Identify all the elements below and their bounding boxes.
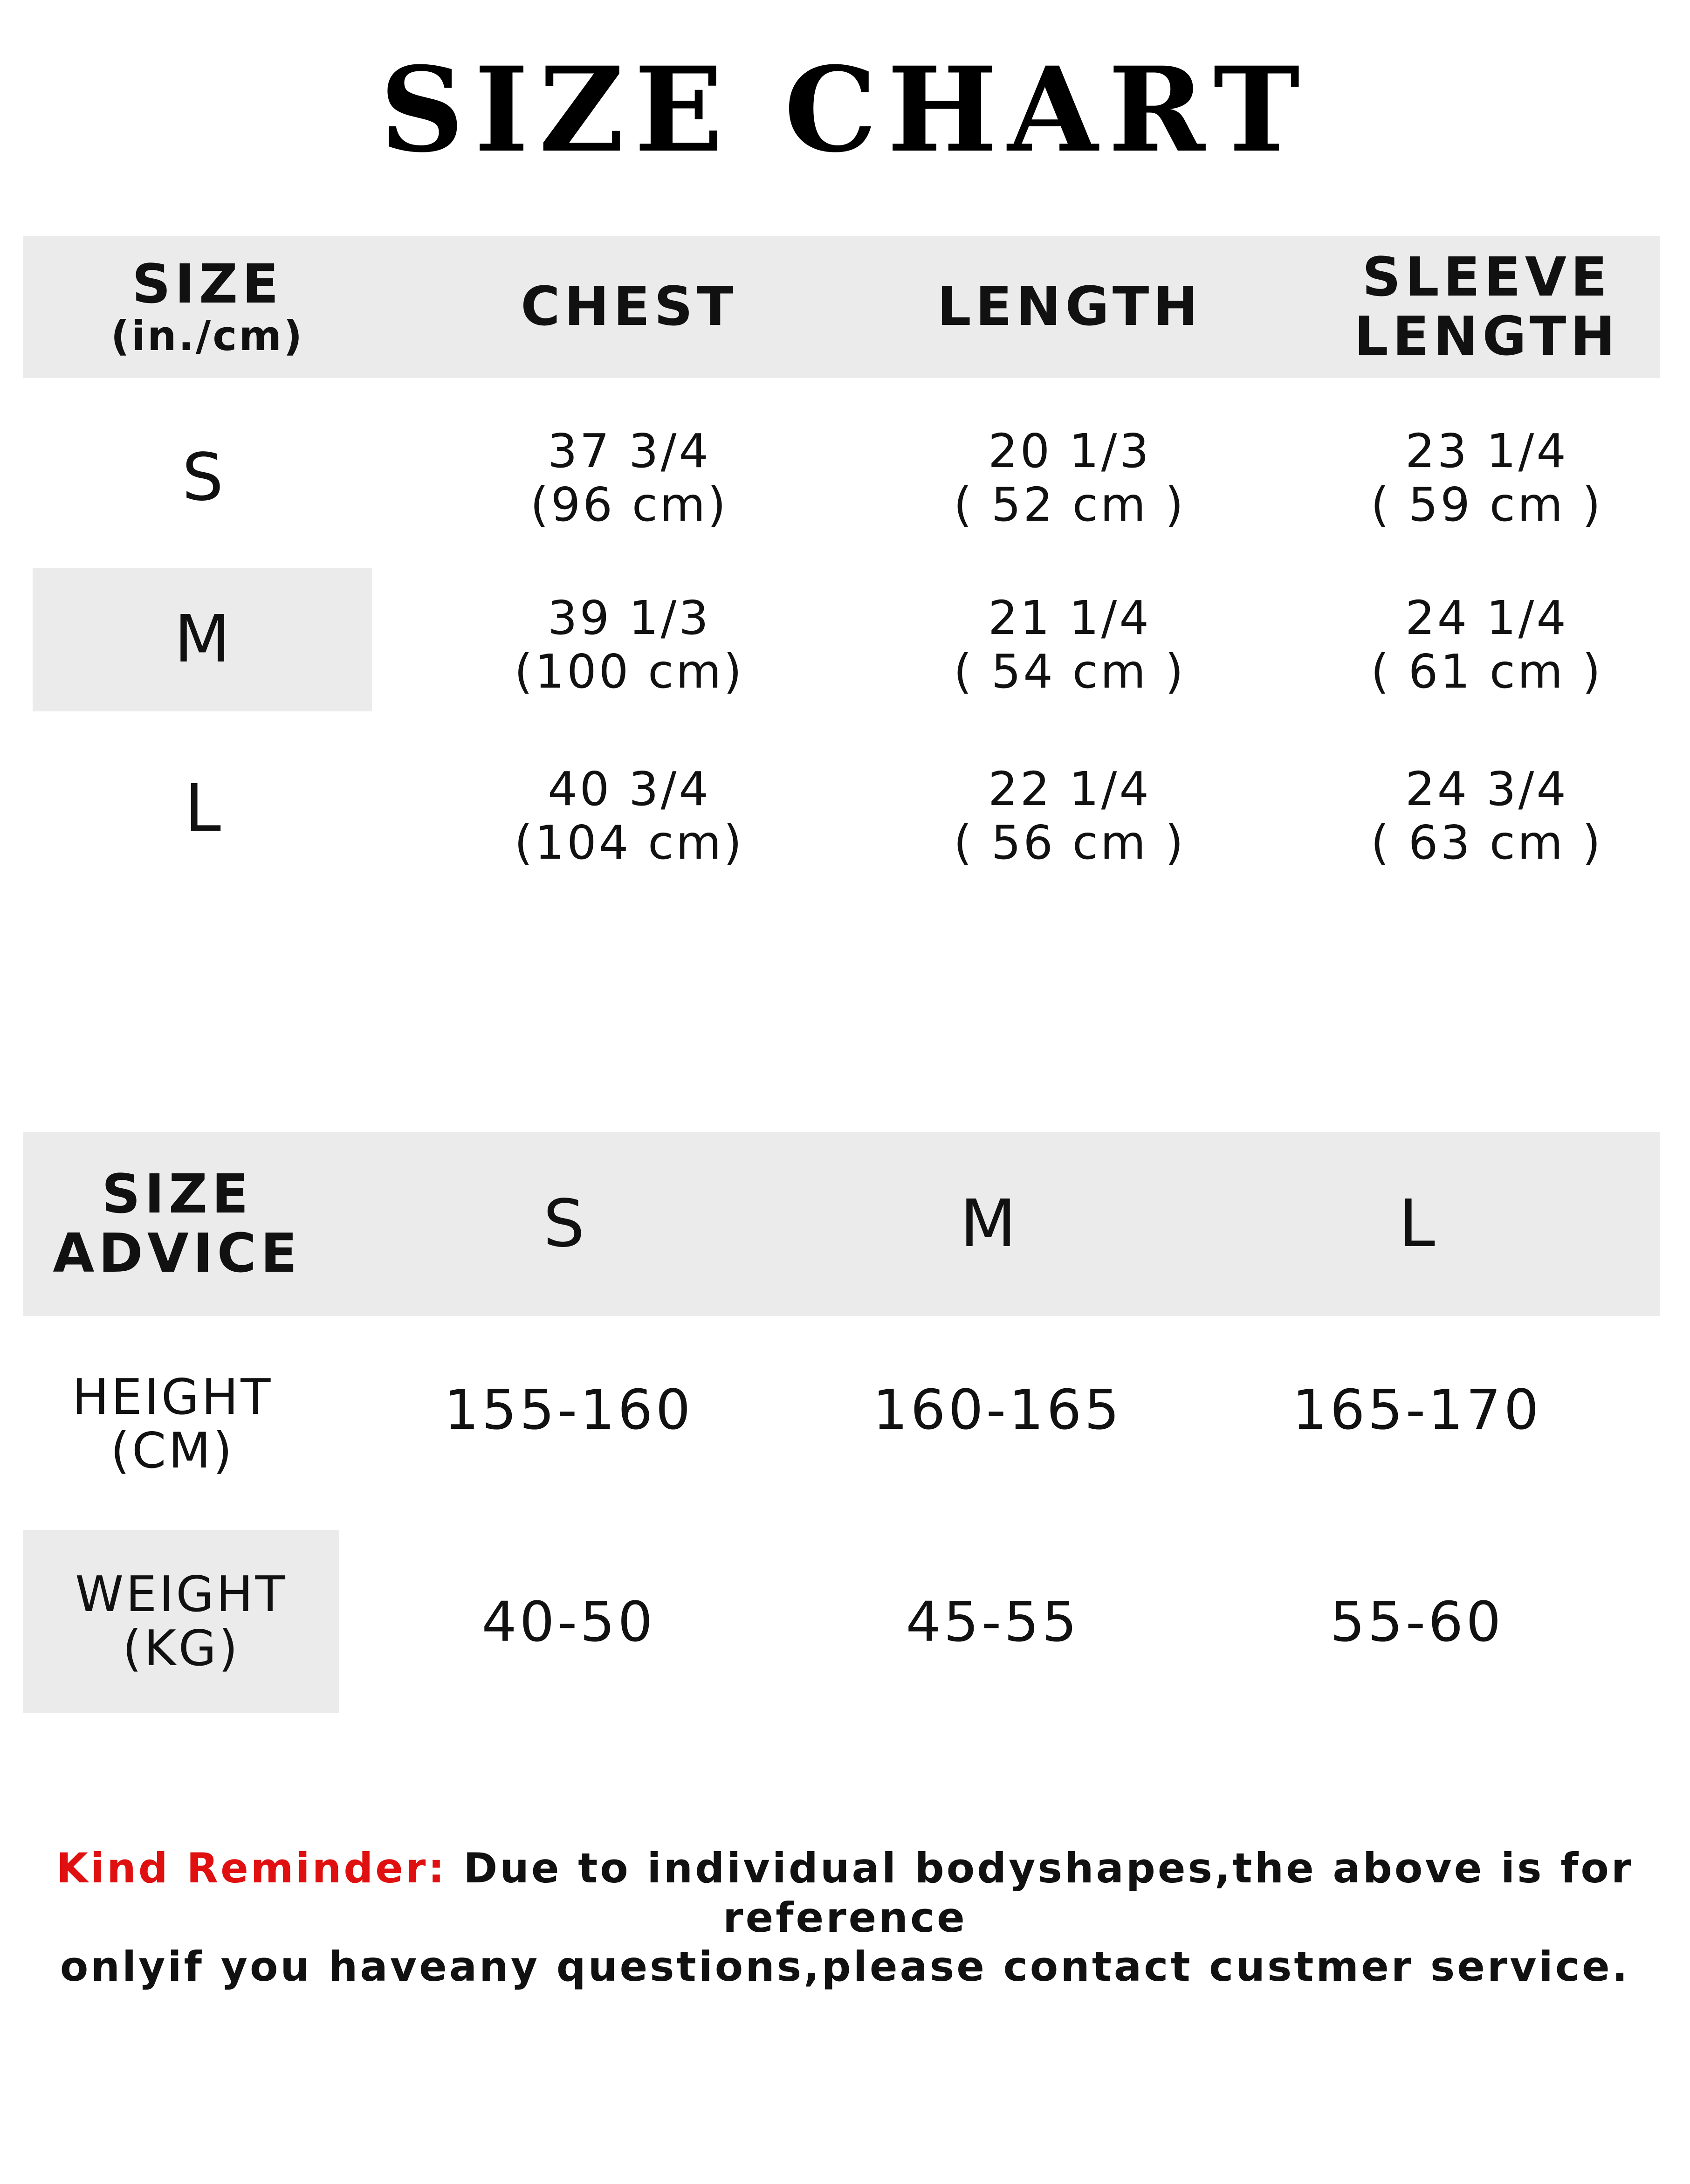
row-s-length-cm: ( 52 cm ) [953, 477, 1186, 532]
row-m-chest [419, 577, 839, 712]
advice-size-m: M [960, 1185, 1017, 1262]
header-sleeve-line2: LENGTH [1354, 305, 1620, 368]
height-value-s: 155-160 [444, 1378, 694, 1442]
row-m-chest-in: 39 1/3 [548, 591, 711, 645]
height-value-l: 165-170 [1292, 1378, 1542, 1442]
row-l-length-cm: ( 56 cm ) [953, 815, 1186, 870]
row-m-length-cm: ( 54 cm ) [953, 644, 1186, 699]
height-value-m: 160-165 [872, 1378, 1122, 1442]
reminder-line2: onlyif you haveany questions,please contact custmer service. [60, 1943, 1630, 1991]
row-s-sleeve [1272, 410, 1690, 545]
row-l-sleeve-cm: ( 63 cm ) [1370, 815, 1603, 870]
kind-reminder [0, 1844, 1690, 1991]
row-m-length [853, 577, 1286, 712]
row-m-sleeve-in: 24 1/4 [1405, 591, 1568, 645]
header-size-advice [23, 1132, 331, 1316]
row-m-chest-cm: (100 cm) [514, 644, 744, 699]
height-label [23, 1354, 322, 1494]
row-l-chest-in: 40 3/4 [548, 762, 711, 816]
height-label-line1: HEIGHT [72, 1368, 273, 1426]
header-sleeve-length [1272, 236, 1690, 378]
page-title: SIZE CHART [379, 41, 1311, 178]
advice-size-s: S [543, 1185, 585, 1262]
weight-label [23, 1530, 339, 1713]
row-l-length-in: 22 1/4 [988, 762, 1151, 816]
header-size-label: SIZE [132, 253, 283, 316]
row-s-sleeve-in: 23 1/4 [1405, 424, 1568, 478]
row-s-size: S [182, 440, 224, 516]
row-s-chest [419, 410, 839, 545]
row-s-length [853, 410, 1286, 545]
header-advice-line1: SIZE [102, 1163, 253, 1226]
header-length [853, 236, 1286, 378]
weight-label-line1: WEIGHT [75, 1566, 288, 1623]
weight-value-m: 45-55 [906, 1590, 1080, 1654]
reminder-text-1: Due to individual bodyshapes,the above is for reference [447, 1844, 1634, 1942]
advice-size-l: L [1399, 1185, 1435, 1262]
header-size-unit: (in./cm) [110, 312, 304, 360]
weight-value-s: 40-50 [481, 1590, 656, 1654]
header-size [23, 236, 392, 378]
reminder-line1 [0, 1844, 1690, 1942]
row-l-sleeve-in: 24 3/4 [1405, 762, 1568, 816]
row-l-sleeve [1272, 748, 1690, 883]
row-m-size: M [174, 601, 231, 677]
header-advice-line2: ADVICE [53, 1222, 302, 1285]
header-length-label: LENGTH [937, 276, 1202, 338]
row-s-sleeve-cm: ( 59 cm ) [1370, 477, 1603, 532]
header-sleeve-line1: SLEEVE [1362, 246, 1612, 309]
row-s-chest-cm: (96 cm) [530, 477, 728, 532]
row-l-length [853, 748, 1286, 883]
reminder-label: Kind Reminder: [56, 1844, 447, 1892]
row-m-length-in: 21 1/4 [988, 591, 1151, 645]
weight-label-line2: (KG) [122, 1619, 240, 1677]
row-s-chest-in: 37 3/4 [548, 424, 711, 478]
row-l-chest-cm: (104 cm) [514, 815, 744, 870]
weight-value-l: 55-60 [1330, 1590, 1504, 1654]
row-m-sleeve-cm: ( 61 cm ) [1370, 644, 1603, 699]
row-m-sleeve [1272, 577, 1690, 712]
row-l-chest [419, 748, 839, 883]
row-s-length-in: 20 1/3 [988, 424, 1151, 478]
height-label-line2: (CM) [110, 1422, 234, 1479]
header-chest-label: CHEST [521, 276, 738, 338]
row-l-size: L [185, 771, 221, 847]
header-chest [419, 236, 839, 378]
